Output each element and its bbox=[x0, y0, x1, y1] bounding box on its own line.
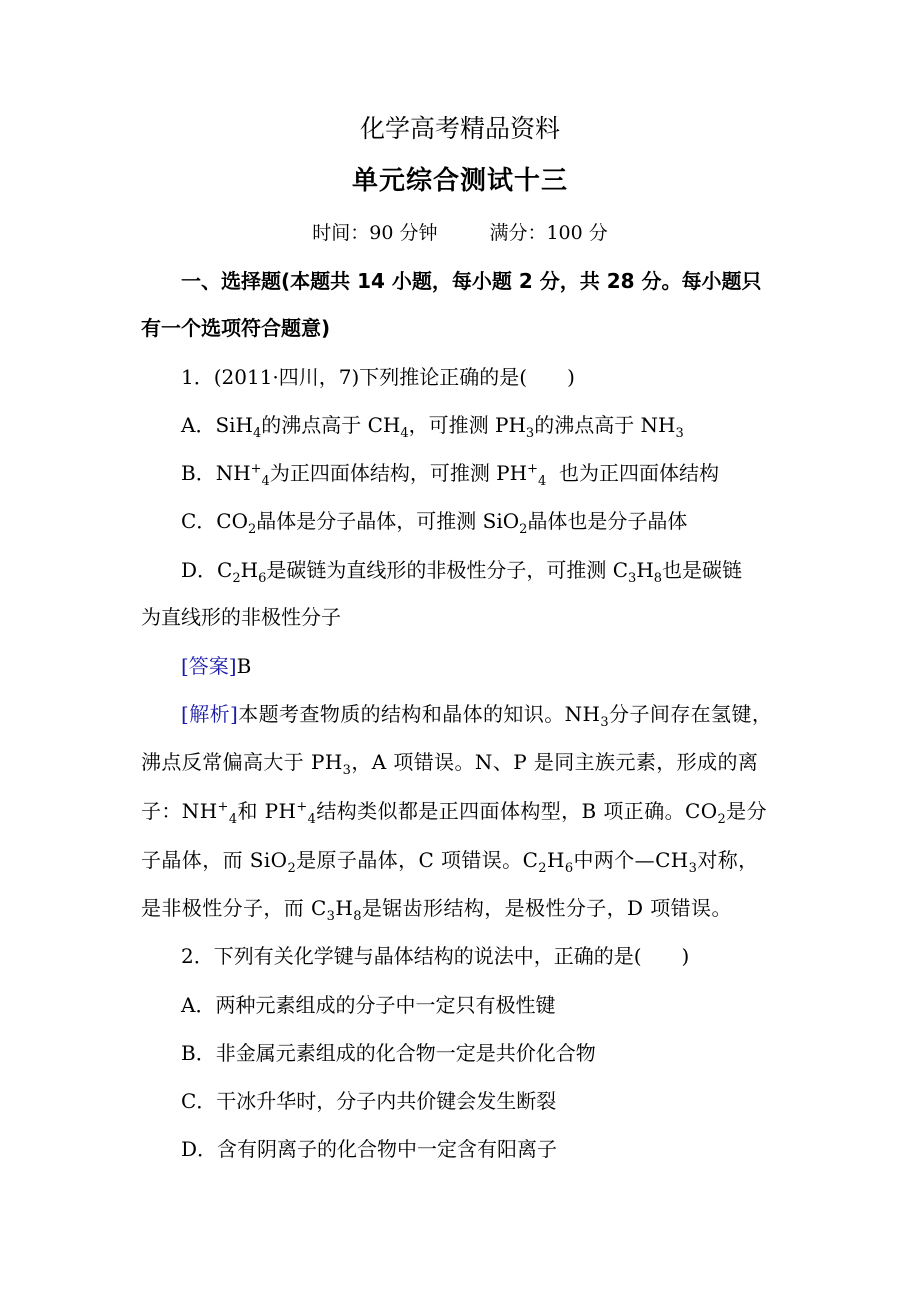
answer-value: B bbox=[236, 654, 252, 678]
analysis-line-2: 沸点反常偏高大于 $PH_3$，A 项错误。N、P 是同主族元素，形成的离 bbox=[141, 750, 759, 778]
question-1-stem: 1．(2011·四川，7)下列推论正确的是( ) bbox=[181, 365, 575, 389]
document-meta bbox=[0, 218, 920, 248]
question-1-option-d-cont: 为直线形的非极性分子 bbox=[141, 605, 341, 629]
document-title: 单元综合测试十三 bbox=[351, 166, 568, 196]
question-2-option-c: C．干冰升华时，分子内共价键会发生断裂 bbox=[181, 1089, 557, 1113]
analysis-line-4: 子晶体，而 SiO$_2$是原子晶体，C 项错误。$C_2H_6$中两个$—CH_3$对称， bbox=[141, 848, 759, 876]
question-2-option-d: D．含有阴离子的化合物中一定含有阳离子 bbox=[181, 1137, 558, 1161]
analysis-tag: [解析] bbox=[181, 702, 239, 726]
time-label: 时间：90 分钟 bbox=[312, 222, 438, 244]
question-1-option-a: A．SiH$_4$的沸点高于 $CH_4$，可推测 $PH_3$的沸点高于 $NH_3$ bbox=[181, 413, 684, 441]
question-1-option-b: B．$NH^+_4$为正四面体结构，可推测 $PH^+_4$ 也为正四面体结构 bbox=[181, 461, 719, 489]
analysis-line-3: 子：$NH^+_4$和 $PH^+_4$结构类似都是正四面体构型，B 项正确。$CO_2$是分 bbox=[141, 799, 767, 827]
question-1-option-d: D．$C_2H_6$是碳链为直线形的非极性分子，可推测 $C_3H_8$也是碳链 bbox=[181, 558, 743, 586]
section-heading-line1: 一、选择题(本题共 14 小题，每小题 2 分，共 28 分。每小题只 bbox=[181, 269, 762, 293]
question-1-answer bbox=[181, 651, 831, 681]
document-header: 化学高考精品资料 bbox=[359, 114, 560, 143]
question-1-option-c: C．$CO_2$晶体是分子晶体，可推测 SiO$_2$晶体也是分子晶体 bbox=[181, 509, 688, 537]
question-2-option-b: B．非金属元素组成的化合物一定是共价化合物 bbox=[181, 1041, 596, 1065]
score-label: 满分：100 分 bbox=[489, 222, 608, 244]
question-2-option-a: A．两种元素组成的分子中一定只有极性键 bbox=[181, 993, 556, 1017]
analysis-line-1: [解析]本题考查物质的结构和晶体的知识。$NH_3$分子间存在氢键， bbox=[181, 702, 773, 730]
answer-tag: [答案] bbox=[181, 654, 237, 678]
question-2-stem: 2．下列有关化学键与晶体结构的说法中，正确的是( ) bbox=[181, 944, 690, 968]
analysis-line-5: 是非极性分子，而 $C_3H_8$是锯齿形结构，是极性分子，D 项错误。 bbox=[141, 896, 732, 924]
section-heading-line2: 有一个选项符合题意) bbox=[141, 316, 331, 340]
